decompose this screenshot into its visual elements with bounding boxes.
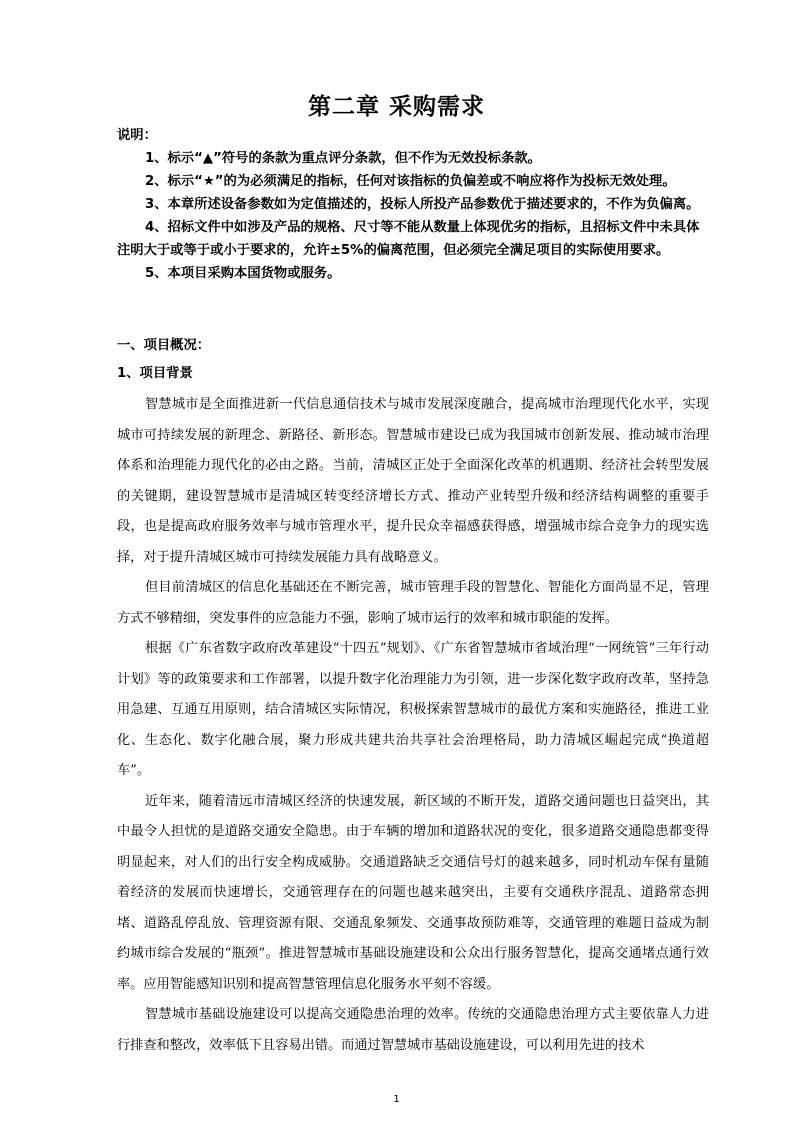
page-number: 1 <box>393 1094 400 1105</box>
note-item: 1、标示“▲”符号的条款为重点评分条款，但不作为无效投标条款。 <box>145 151 541 166</box>
section-heading: 一、项目概况： <box>117 338 211 353</box>
note-item: 2、标示“★”的为必须满足的指标，任何对该指标的负偏差或不响应将作为投标无效处理。 <box>145 174 676 189</box>
subsection-heading: 1、项目背景 <box>117 366 193 381</box>
body-paragraph: 根据《广东省数字政府改革建设“十四五”规划》、《广东省智慧城市省域治理“一网统管”三年行动计划》等的政策要求和工作部署，以提升数字化治理能力为引领，进一步深化数字政府改革，坚持急用急建、互通互用原则，结合清城区实际情况，积极探索智慧城市的最优方案和实施路径，推进工业化、生态化、数字化融合展，聚力形成共建共治共享社会治理格局，助力清城区崛起完成“换道超车”。 <box>117 641 709 778</box>
note-item: 3、本章所述设备参数如为定值描述的，投标人所投产品参数优于描述要求的，不作为负偏离。 <box>145 197 700 212</box>
page-title: 第二章 采购需求 <box>307 94 485 120</box>
body-paragraph: 近年来，随着清远市清城区经济的快速发展，新区域的不断开发，道路交通问题也日益突出，其中最令人担忧的是道路交通安全隐患。由于车辆的增加和道路状况的变化，很多道路交通隐患都变得明显起来，对人们的出行安全构成威胁。交通道路缺乏交通信号灯的越来越多，同时机动车保有量随着经济的发展而快速增长，交通管理存在的问题也越来越突出，主要有交通秩序混乱、道路常态拥堵、道路乱停乱放、管理资源有限、交通乱象频发、交通事故预防难等，交通管理的难题日益成为制约城市综合发展的“瓶颈”。推进智慧城市基础设施建设和公众出行服务智慧化，提高交通堵点通行效率。应用智能感知识别和提高智慧管理信息化服务水平刻不容缓。 <box>117 793 709 992</box>
notes-label: 说明： <box>117 128 157 143</box>
body-paragraph: 但目前清城区的信息化基础还在不断完善，城市管理手段的智慧化、智能化方面尚显不足，管理方式不够精细，突发事件的应急能力不强，影响了城市运行的效率和城市职能的发挥。 <box>117 580 709 626</box>
notes-block <box>117 124 709 285</box>
body-paragraph: 智慧城市基础设施建设可以提高交通隐患治理的效率。传统的交通隐患治理方式主要依靠人力进行排查和整改，效率低下且容易出错。而通过智慧城市基础设施建设，可以利用先进的技术 <box>117 1007 709 1053</box>
body-paragraph: 智慧城市是全面推进新一代信息通信技术与城市发展深度融合，提高城市治理现代化水平，实现城市可持续发展的新理念、新路径、新形态。智慧城市建设已成为我国城市创新发展、推动城市治理体系和治理能力现代化的必由之路。当前，清城区正处于全面深化改革的机遇期、经济社会转型发展的关键期，建设智慧城市是清城区转变经济增长方式、推动产业转型升级和经济结构调整的重要手段，也是提高政府服务效率与城市管理水平，提升民众幸福感获得感，增强城市综合竞争力的现实选择，对于提升清城区城市可持续发展能力具有战略意义。 <box>117 397 709 565</box>
note-item: 5、本项目采购本国货物或服务。 <box>145 266 341 281</box>
body-text <box>117 390 709 1061</box>
note-item: 4、招标文件中如涉及产品的规格、尺寸等不能从数量上体现优劣的指标，且招标文件中未具体注明大于或等于或小于要求的，允许±5%的偏离范围，但必须完全满足项目的实际使用要求。 <box>117 220 700 258</box>
